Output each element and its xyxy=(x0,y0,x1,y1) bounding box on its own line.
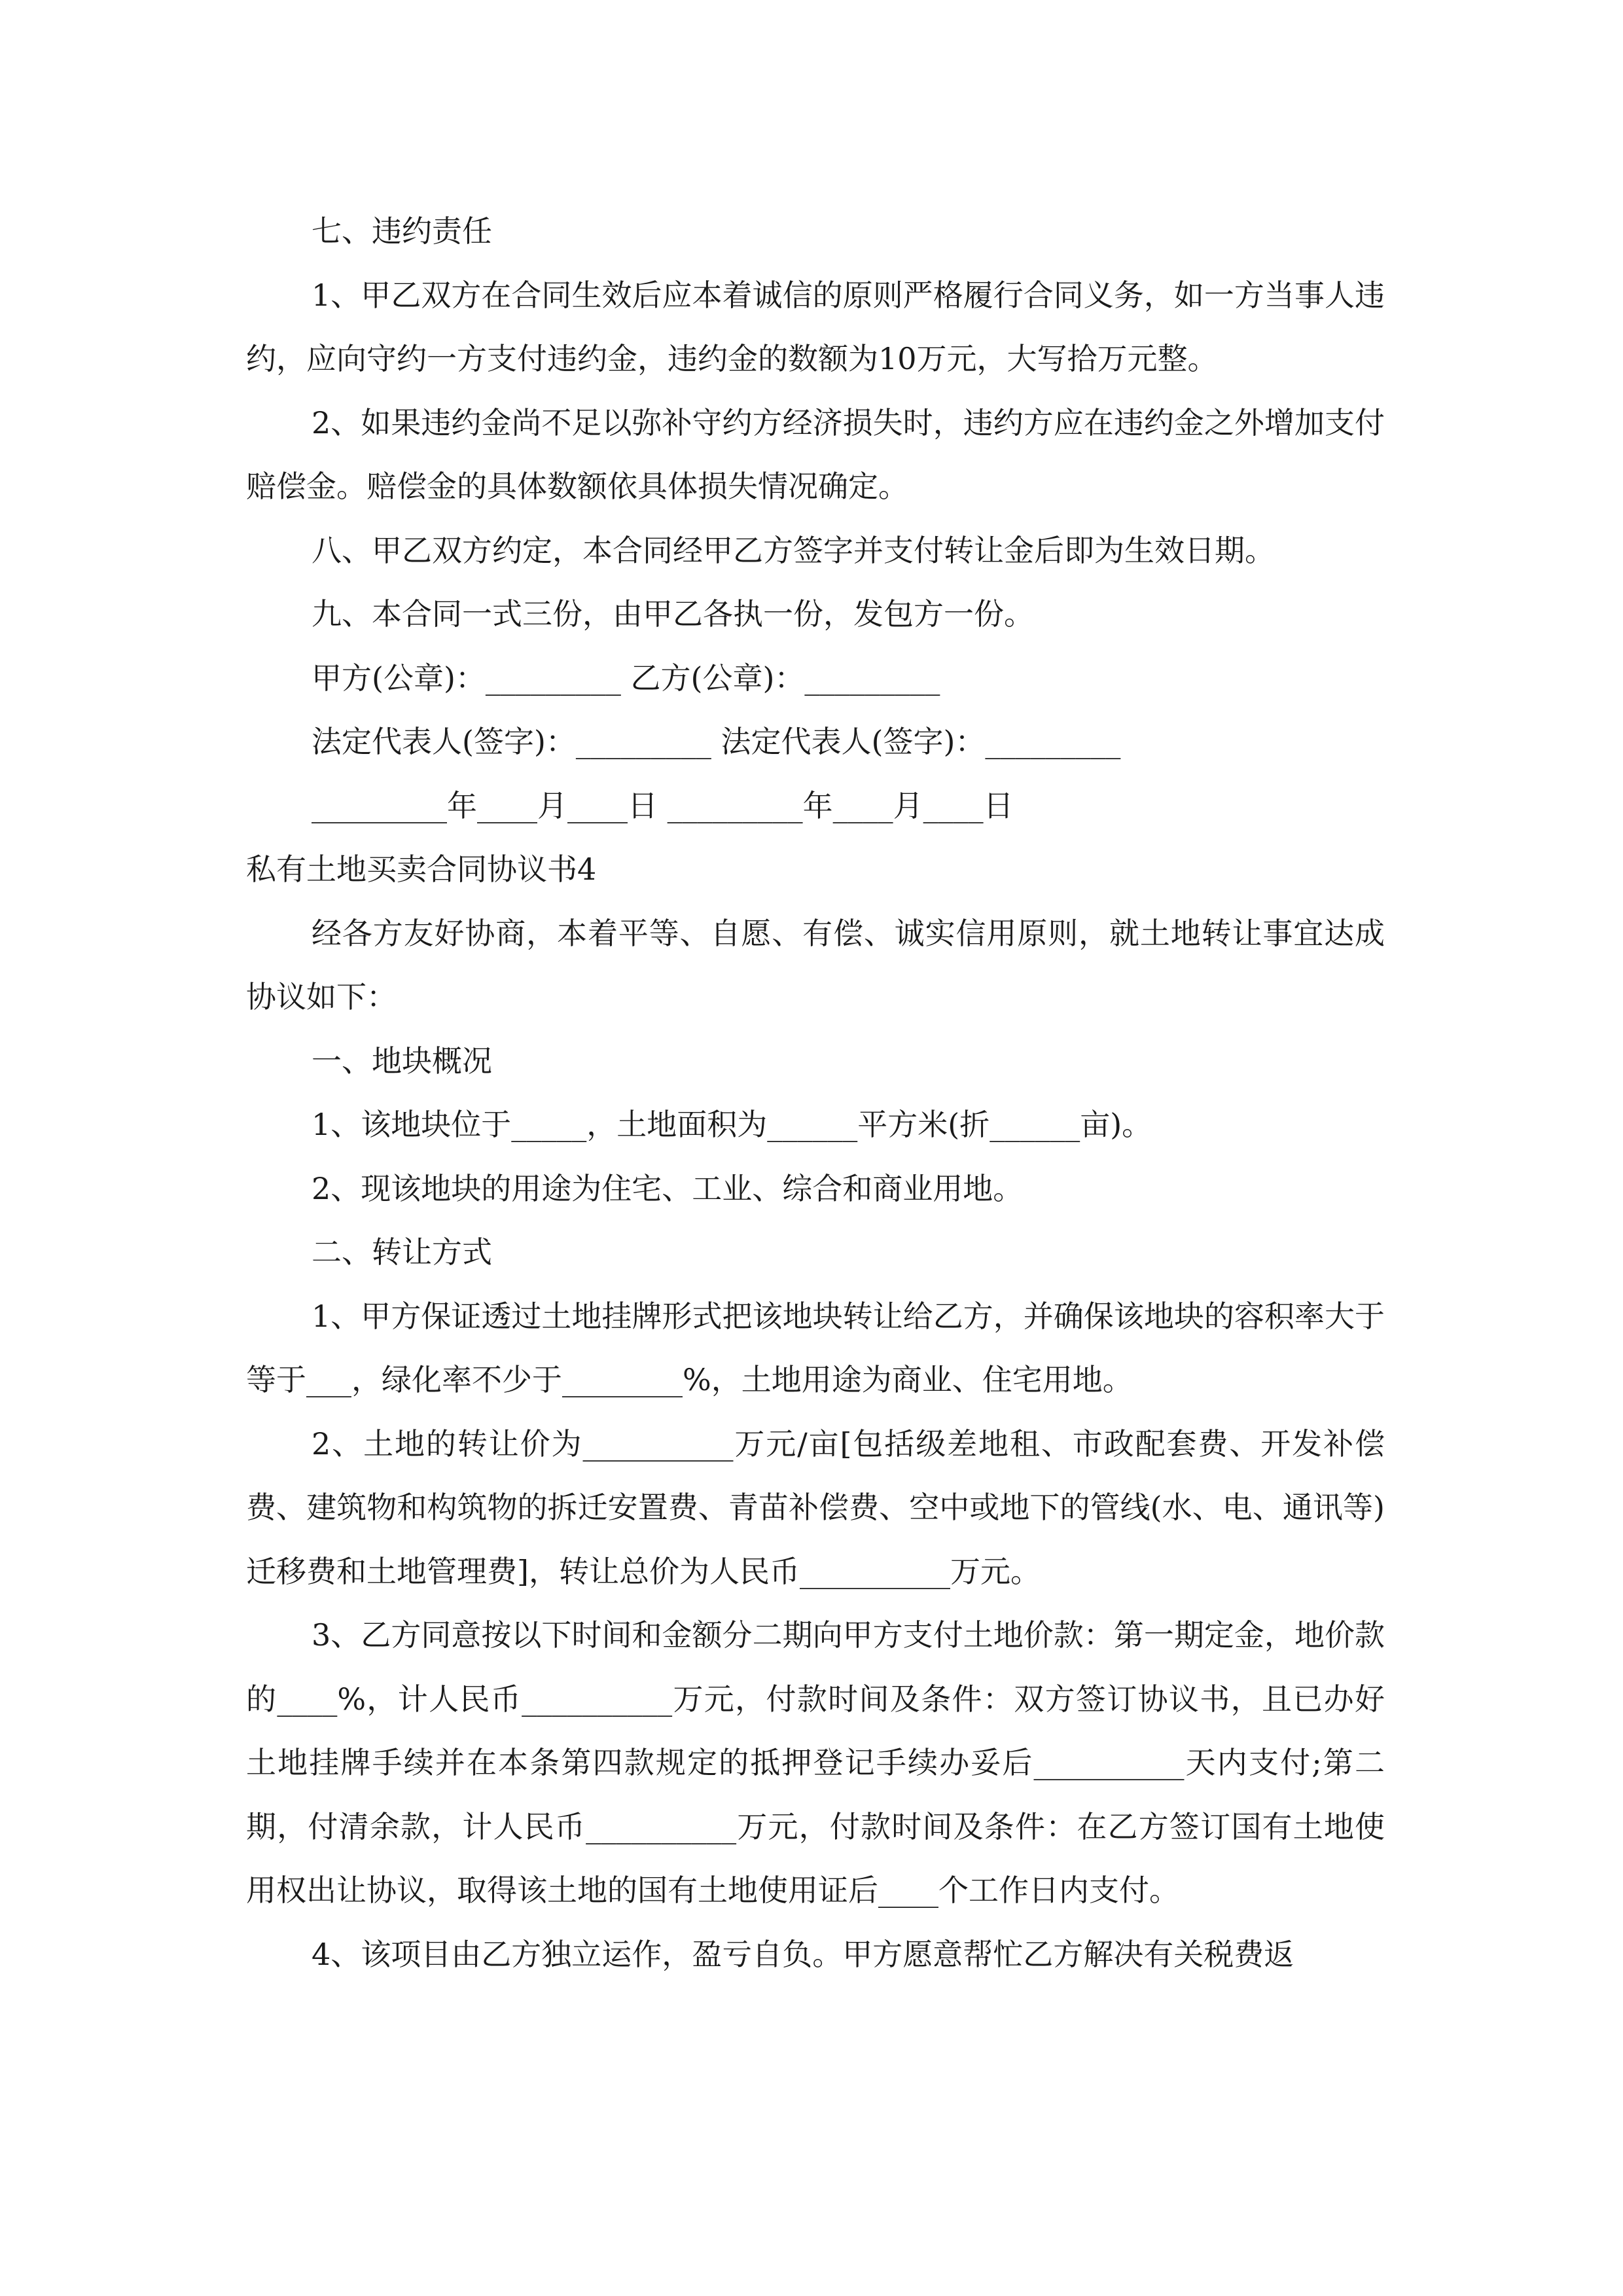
section-heading-transfer-method: 二、转让方式 xyxy=(312,1234,492,1270)
signature-representative-line: 法定代表人(签字)：_________ 法定代表人(签字)：_________ xyxy=(312,724,1121,759)
section-heading-land-overview: 一、地块概况 xyxy=(312,1043,492,1079)
paragraph: 2、如果违约金尚不足以弥补守约方经济损失时，违约方应在违约金之外增加支付赔偿金。赔偿金的具体数额依具体损失情况确定。 xyxy=(246,404,1385,504)
paragraph: 4、该项目由乙方独立运作，盈亏自负。甲方愿意帮忙乙方解决有关税费返 xyxy=(312,1936,1294,1972)
paragraph: 八、甲乙双方约定，本合同经甲乙方签字并支付转让金后即为生效日期。 xyxy=(312,532,1275,568)
paragraph: 2、土地的转让价为__________万元/亩[包括级差地租、市政配套费、开发补偿费、建筑物和构筑物的拆迁安置费、青苗补偿费、空中或地下的管线(水、电、通讯等)迁移费和土地管理费]，转让总价为人民币__________万元。 xyxy=(246,1426,1385,1589)
document-title: 私有土地买卖合同协议书4 xyxy=(246,852,597,887)
paragraph: 1、甲乙双方在合同生效后应本着诚信的原则严格履行合同义务，如一方当事人违约，应向守约一方支付违约金，违约金的数额为10万元，大写拾万元整。 xyxy=(246,277,1385,376)
paragraph: 1、该地块位于_____，土地面积为______平方米(折______亩)。 xyxy=(312,1107,1152,1142)
signature-date-line: _________年____月____日 _________年____月____日 xyxy=(312,787,1014,823)
paragraph: 2、现该地块的用途为住宅、工业、综合和商业用地。 xyxy=(312,1170,1024,1206)
paragraph: 九、本合同一式三份，由甲乙各执一份，发包方一份。 xyxy=(312,596,1034,632)
paragraph: 3、乙方同意按以下时间和金额分二期向甲方支付土地价款：第一期定金，地价款的____%，计人民币__________万元，付款时间及条件：双方签订协议书，且已办好土地挂牌手续并在本条第四款规定的抵押登记手续办妥后__________天内支付;第二期，付清余款，计人民币__________万元，付款时间及条件：在乙方签订国有土地使用权出让协议，取得该土地的国有土地使用证后____个工作日内支付。 xyxy=(246,1617,1385,1908)
section-heading-breach-liability: 七、违约责任 xyxy=(312,213,492,249)
paragraph: 1、甲方保证透过土地挂牌形式把该地块转让给乙方，并确保该地块的容积率大于等于___，绿化率不少于________%，土地用途为商业、住宅用地。 xyxy=(246,1298,1385,1397)
signature-seal-line: 甲方(公章)：_________ 乙方(公章)：_________ xyxy=(312,660,940,696)
paragraph: 经各方友好协商，本着平等、自愿、有偿、诚实信用原则，就土地转让事宜达成协议如下： xyxy=(246,915,1385,1014)
document-body xyxy=(246,200,1385,1986)
